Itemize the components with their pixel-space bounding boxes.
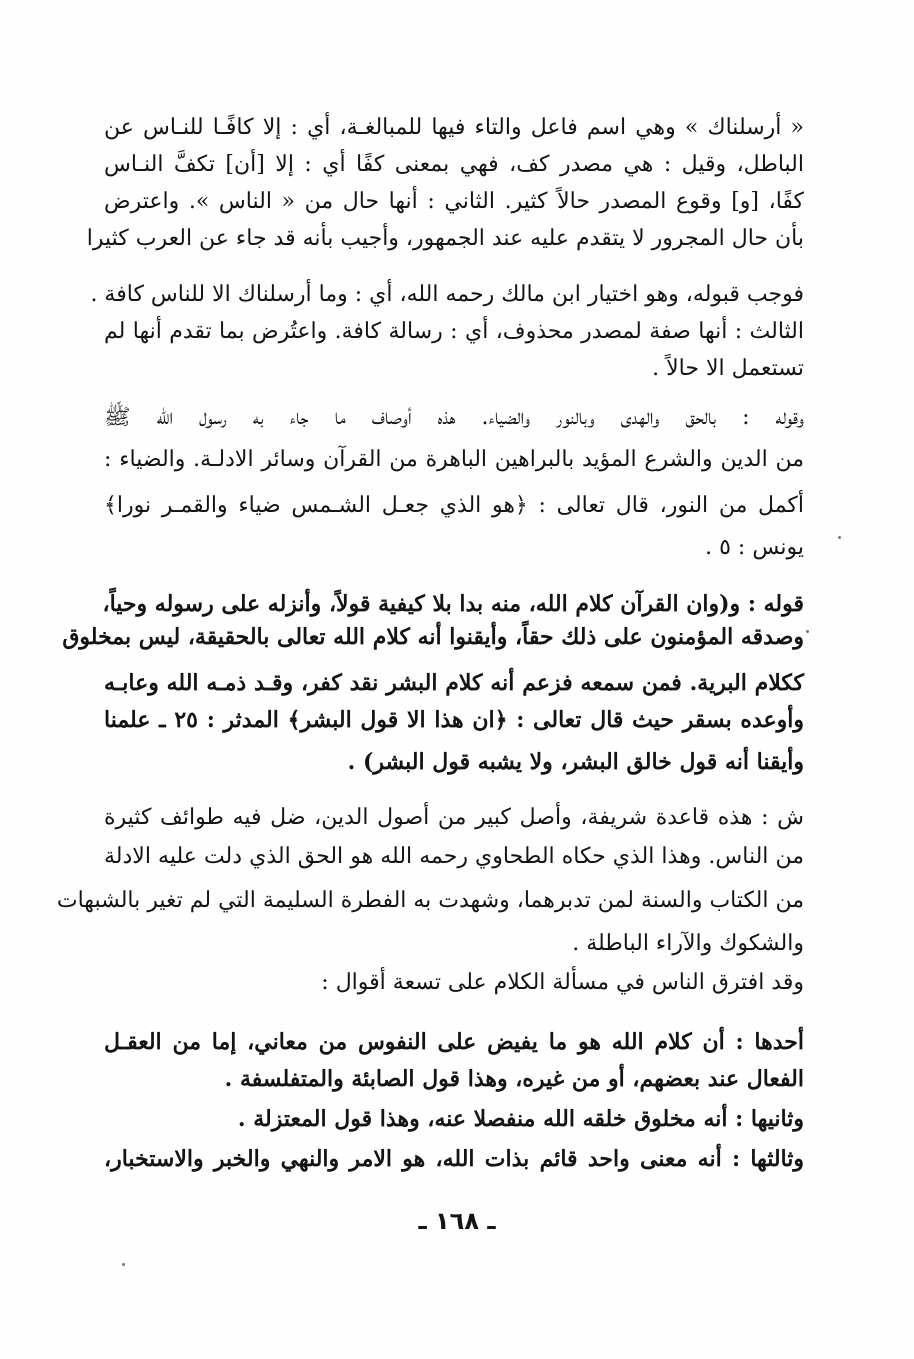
text-line: وقوله : بالحق والهدى وبالنور والضياء. هذه أوصاف ما جاء به رسول الله ﷺ <box>104 405 804 430</box>
text-line: قوله : و(وان القرآن كلام الله، منه بدا بلا كيفية قولاً، وأنزله على رسوله وحياً، <box>102 591 804 617</box>
text-line: وأيقنا أنه قول خالق البشر، ولا يشبه قول البشر) . <box>347 749 804 775</box>
text-line: من الدين والشرع المؤيد بالبراهين الباهرة من القرآن وسائر الادلـة. والضياء : <box>104 447 804 472</box>
text-line: أحدها : أن كلام الله هو ما يفيض على النفوس من معاني، إما من العقـل <box>104 1029 804 1055</box>
text-line: الفعال عند بعضهم، أو من غيره، وهذا قول الصابئة والمتفلسفة . <box>224 1066 804 1092</box>
scan-speck <box>838 536 841 539</box>
text-line: تستعمل الا حالاً . <box>652 356 804 381</box>
text-line: وأوعده بسقر حيث قال تعالى : ﴿ان هذا الا قول البشر﴾ المدثر : ٢٥ ـ علمنا <box>104 707 804 733</box>
text-line: بأن حال المجرور لا يتقدم عليه عند الجمهور، وأجيب بأنه قد جاء عن العرب كثيرا <box>86 226 804 251</box>
text-line: والشكوك والآراء الباطلة . <box>572 931 804 956</box>
text-line: فوجب قبوله، وهو اختيار ابن مالك رحمه الله، أي : وما أرسلناك الا للناس كافة . <box>90 282 804 307</box>
text-line: من الناس. وهذا الذي حكاه الطحاوي رحمه الله هو الحق الذي دلت عليه الادلة <box>104 844 804 869</box>
scan-speck <box>122 1263 125 1266</box>
text-line: وثانيها : أنه مخلوق خلقه الله منفصلا عنه، وهذا قول المعتزلة . <box>237 1106 804 1132</box>
text-line: وصدقه المؤمنون على ذلك حقاً، وأيقنوا أنه كلام الله تعالى بالحقيقة، ليس بمخلوق <box>62 624 804 650</box>
page-number: ـ ١٦٨ ـ <box>418 1207 496 1235</box>
text-line: الثالث : أنها صفة لمصدر محذوف، أي : رسالة كافة. واعتُرض بما تقدم أنها لم <box>104 319 804 344</box>
text-line: وقد افترق الناس في مسألة الكلام على تسعة أقوال : <box>321 970 804 995</box>
text-line: يونس : ٥ . <box>705 535 804 560</box>
text-line: أكمل من النور، قال تعالى : ﴿هو الذي جعـل الشـمس ضياء والقمـر نورا﴾ <box>104 493 804 518</box>
scan-speck <box>806 630 809 633</box>
text-line: الباطل، وقيل : هي مصدر كف، فهي بمعنى كفًا أي : إلا [أن] تكفَّ النـاس <box>104 152 804 177</box>
text-line: ككلام البرية. فمن سمعه فزعم أنه كلام البشر نقد كفر، وقـد ذمـه الله وعابـه <box>104 670 804 696</box>
text-line: وثالثها : أنه معنى واحد قائم بذات الله، هو الامر والنهي والخبر والاستخبار، <box>104 1146 804 1172</box>
text-line: من الكتاب والسنة لمن تدبرهما، وشهدت به الفطرة السليمة التي لم تغير بالشبهات <box>56 888 804 913</box>
text-line: كفًا، [و] وقوع المصدر حالاً كثير. الثاني : أنها حال من « الناس ». واعترض <box>104 189 804 214</box>
text-line: « أرسلناك » وهي اسم فاعل والتاء فيها للمبالغـة، أي : إلا كافًـا للنـاس عن <box>104 115 804 140</box>
text-line: ش : هذه قاعدة شريفة، وأصل كبير من أصول الدين، ضل فيه طوائف كثيرة <box>104 805 805 830</box>
